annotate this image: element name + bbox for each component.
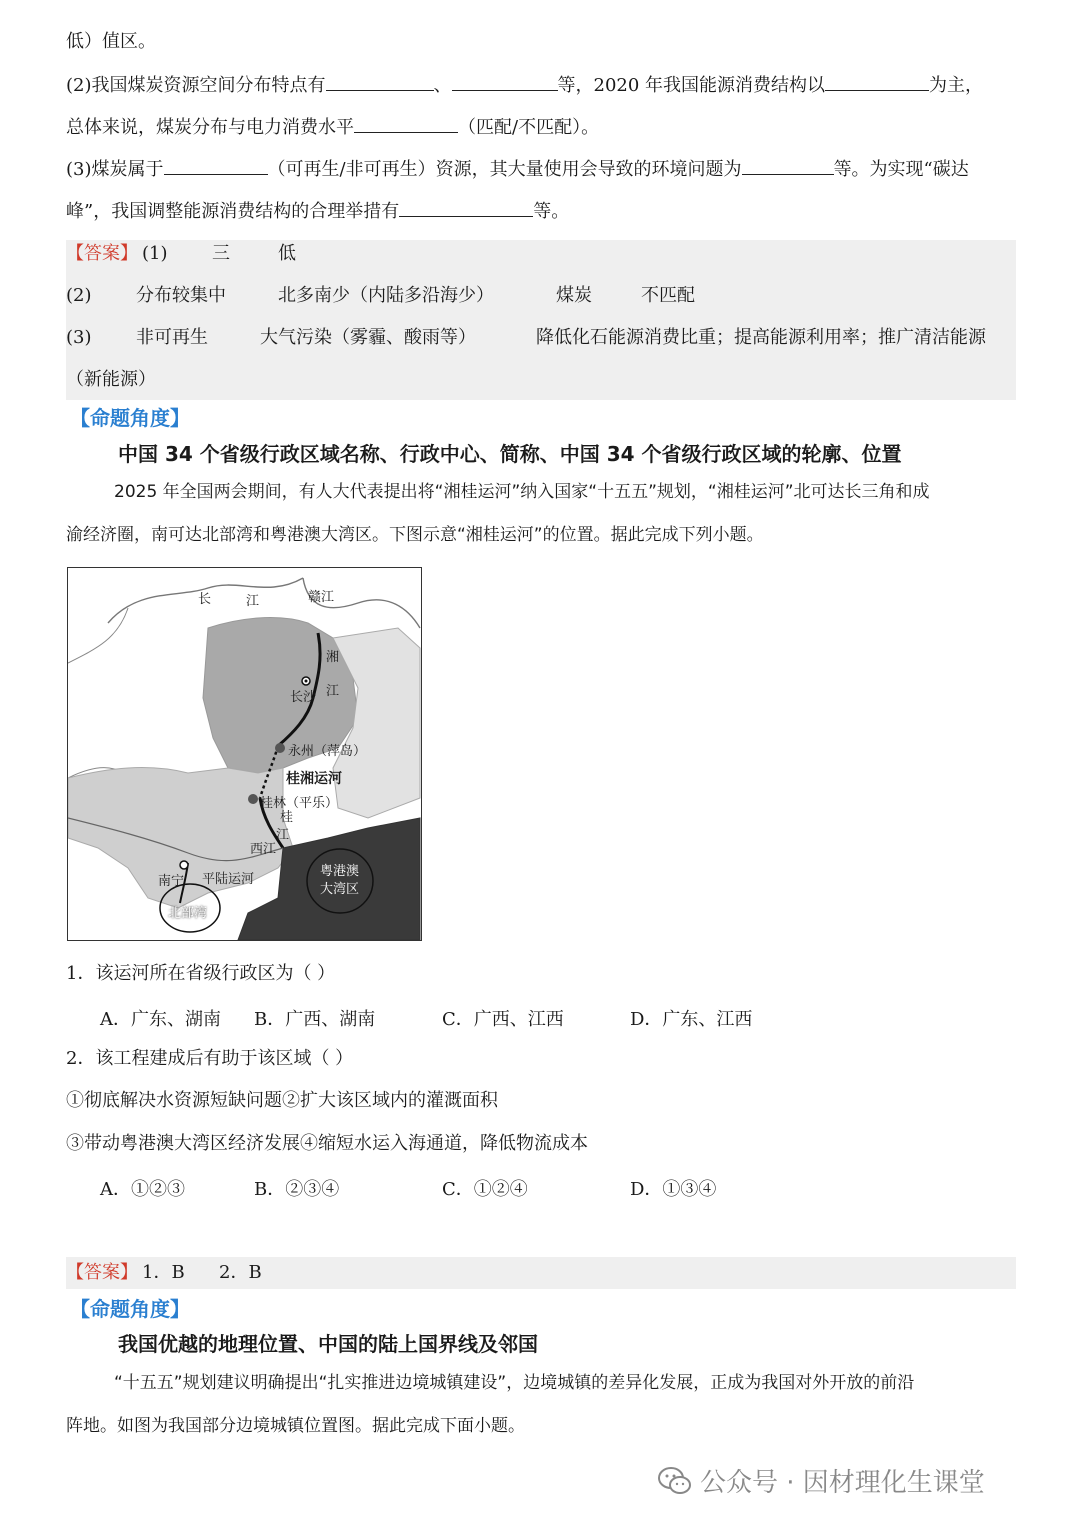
canal-location-map: 长 江 赣江 湘 江 长沙 永州（萍岛） 桂湘运河 桂林（平乐） 桂 江 西江 南宁 平陆运河 北部湾 粤港澳 大湾区 bbox=[67, 567, 422, 941]
q2-option-c[interactable]: C．①②④ bbox=[442, 1179, 528, 1200]
question-2-line-2: 总体来说，煤炭分布与电力消费水平 （匹配/不匹配）。 bbox=[66, 114, 599, 140]
q1-option-a[interactable]: A．广东、湖南 bbox=[100, 1009, 221, 1030]
wechat-watermark: 公众号 · 因材理化生课堂 bbox=[658, 1462, 985, 1499]
question-1-stem: 1．该运河所在省级行政区为（ ） bbox=[66, 963, 336, 984]
q2-option-b[interactable]: B．②③④ bbox=[254, 1179, 340, 1200]
answer-blank[interactable] bbox=[742, 156, 834, 175]
q1-option-c[interactable]: C．广西、江西 bbox=[442, 1009, 564, 1030]
answer-box-2: 【答案】 1．B 2．B bbox=[66, 1257, 1016, 1289]
q2-option-d[interactable]: D．①③④ bbox=[630, 1179, 717, 1200]
q1-option-d[interactable]: D．广东、江西 bbox=[630, 1009, 753, 1030]
section-topic-title: 中国 34 个省级行政区域名称、行政中心、简称、中国 34 个省级行政区域的轮廓、位置 bbox=[118, 442, 902, 466]
answer-blank[interactable] bbox=[399, 198, 533, 217]
section-angle-title-2: 【命题角度】 bbox=[70, 1297, 190, 1321]
section-paragraph: 2025 年全国两会期间，有人大代表提出将“湘桂运河”纳入国家“十五五”规划，“湘桂运河”北可达长三角和成 渝经济圈，南可达北部湾和粤港澳大湾区。下图示意“湘桂运河”的位置。据此完成下列小题。 bbox=[66, 482, 930, 545]
wechat-icon bbox=[658, 1466, 692, 1496]
answer-blank[interactable] bbox=[354, 114, 458, 133]
section-angle-title: 【命题角度】 bbox=[70, 406, 190, 430]
q2-statements-2: ③带动粤港澳大湾区经济发展④缩短水运入海通道，降低物流成本 bbox=[66, 1133, 588, 1154]
q2-option-a[interactable]: A．①②③ bbox=[100, 1179, 185, 1200]
question-2-stem: 2．该工程建成后有助于该区域（ ） bbox=[66, 1048, 354, 1069]
section-paragraph-2: “十五五”规划建议明确提出“扎实推进边境城镇建设”，边境城镇的差异化发展，正成为我国对外开放的前沿 阵地。如图为我国部分边境城镇位置图。据此完成下面小题。 bbox=[66, 1373, 915, 1436]
answer-box: 【答案】 (1) 三 低 (2) 分布较集中 北多南少（内陆多沿海少） 煤炭 不匹配 (3) 非可再生 大气污染（雾霾、酸雨等） 降低化石能源消费比重；提高能源利用率；推广清洁能源 （新能源） bbox=[66, 240, 1016, 400]
answer-blank[interactable] bbox=[326, 72, 434, 91]
question-3-line-2: 峰”，我国调整能源消费结构的合理举措有 等。 bbox=[66, 198, 569, 224]
section-topic-title-2: 我国优越的地理位置、中国的陆上国界线及邻国 bbox=[118, 1332, 538, 1356]
answer-blank[interactable] bbox=[164, 156, 268, 175]
question-3-line: (3)煤炭属于 （可再生/非可再生）资源，其大量使用会导致的环境问题为 等。为实现“碳达 bbox=[66, 156, 969, 182]
answer-blank[interactable] bbox=[825, 72, 929, 91]
answer-blank[interactable] bbox=[452, 72, 558, 91]
q2-statements-1: ①彻底解决水资源短缺问题②扩大该区域内的灌溉面积 bbox=[66, 1090, 498, 1111]
q1-option-b[interactable]: B．广西、湖南 bbox=[254, 1009, 376, 1030]
text-line: 低）值区。 bbox=[66, 31, 156, 52]
question-2-line: (2)我国煤炭资源空间分布特点有 、 等，2020 年我国能源消费结构以 为主， bbox=[66, 72, 983, 98]
